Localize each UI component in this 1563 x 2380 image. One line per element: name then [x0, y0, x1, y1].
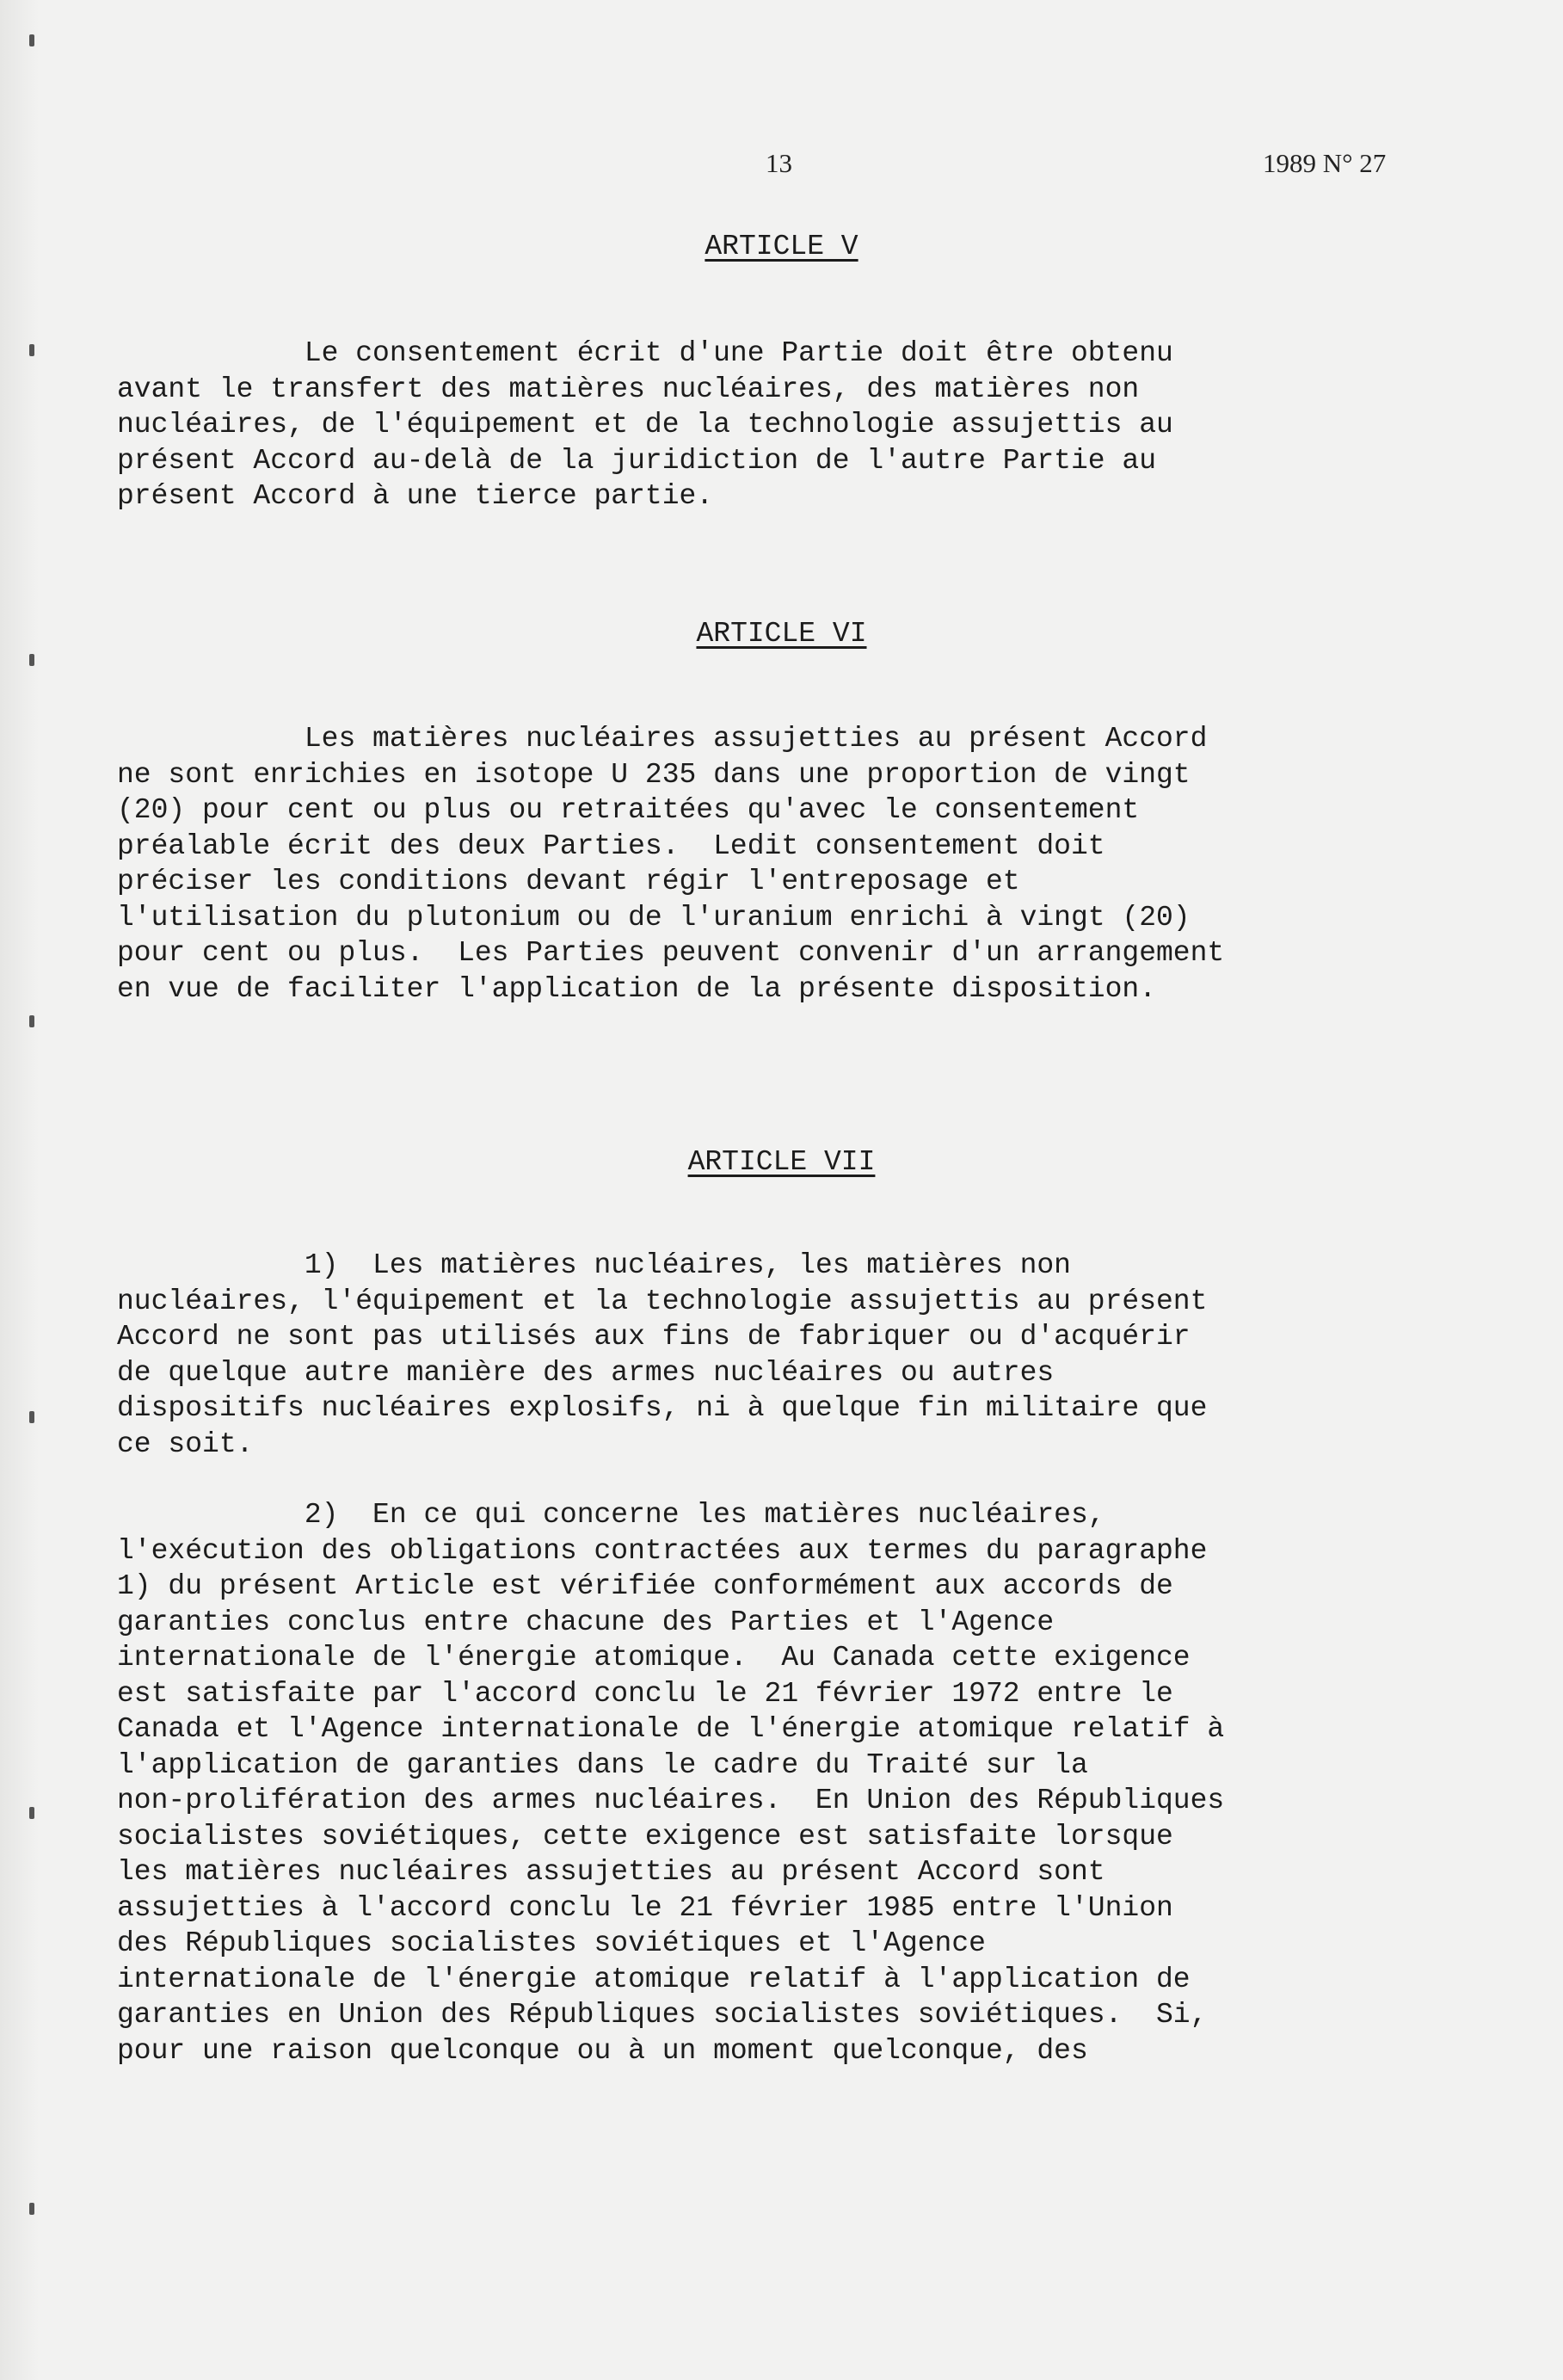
article-v-body: Le consentement écrit d'une Partie doit être obtenu avant le transfert des matières nucléaires, des matières non nucléaires, de l'équipement et de la technologie assujettis au présent Accord au-delà de la juridiction de l'autre Partie au présent Accord à une tierce partie.: [117, 337, 1173, 512]
page-number: 13: [766, 148, 792, 178]
issue-reference: 1989 N° 27: [1263, 148, 1387, 178]
article-vii-paragraph-2: 2) En ce qui concerne les matières nucléaires, l'exécution des obligations contractées aux termes du paragraphe 1) du présent Article est vérifiée conformément aux accords de garanties conclus entre chacune des Parties et l'Agence internationale de l'énergie atomique. Au Canada cette exigence est satisfaite par l'accord conclu le 21 février 1972 entre le Canada et l'Agence internationale de l'énergie atomique relatif à l'application de garanties dans le cadre du Traité sur la non-prolifération des armes nucléaires. En Union des Républiques socialistes soviétiques, cette exigence est satisfaite lorsque les matières nucléaires assujetties au présent Accord sont assujetties à l'accord conclu le 21 février 1985 entre l'Union des Républiques socialistes soviétiques et l'Agence internationale de l'énergie atomique relatif à l'application de garanties en Union des Républiques socialistes soviétiques. Si, pour une raison quelconque ou à un moment quelconque, des: [117, 1499, 1225, 2067]
binding-mark: [29, 344, 34, 356]
binding-mark: [29, 1807, 34, 1819]
article-vi-body: Les matières nucléaires assujetties au présent Accord ne sont enrichies en isotope U 235 dans une proportion de vingt (20) pour cent ou plus ou retraitées qu'avec le consentement préalable écrit des deux Parties. Ledit consentement doit préciser les conditions devant régir l'entreposage et l'utilisation du plutonium ou de l'uranium enrichi à vingt (20) pour cent ou plus. Les Parties peuvent convenir d'un arrangement en vue de faciliter l'application de la présente disposition.: [117, 723, 1225, 1005]
binding-mark: [29, 654, 34, 666]
article-vii-heading: ARTICLE VII: [687, 1146, 876, 1178]
article-vi-heading: ARTICLE VI: [696, 618, 867, 650]
binding-mark: [29, 1411, 34, 1423]
article-v-heading: ARTICLE V: [705, 231, 858, 262]
binding-mark: [29, 34, 34, 46]
binding-mark: [29, 1015, 34, 1027]
article-vii-paragraph-1: 1) Les matières nucléaires, les matières non nucléaires, l'équipement et la technologie assujettis au présent Accord ne sont pas utilisés aux fins de fabriquer ou d'acquérir de quelque autre manière des armes nucléaires ou autres dispositifs nucléaires explosifs, ni à quelque fin militaire que ce soit.: [117, 1249, 1208, 1460]
page-binding-edge: [0, 0, 40, 2380]
binding-mark: [29, 2203, 34, 2215]
